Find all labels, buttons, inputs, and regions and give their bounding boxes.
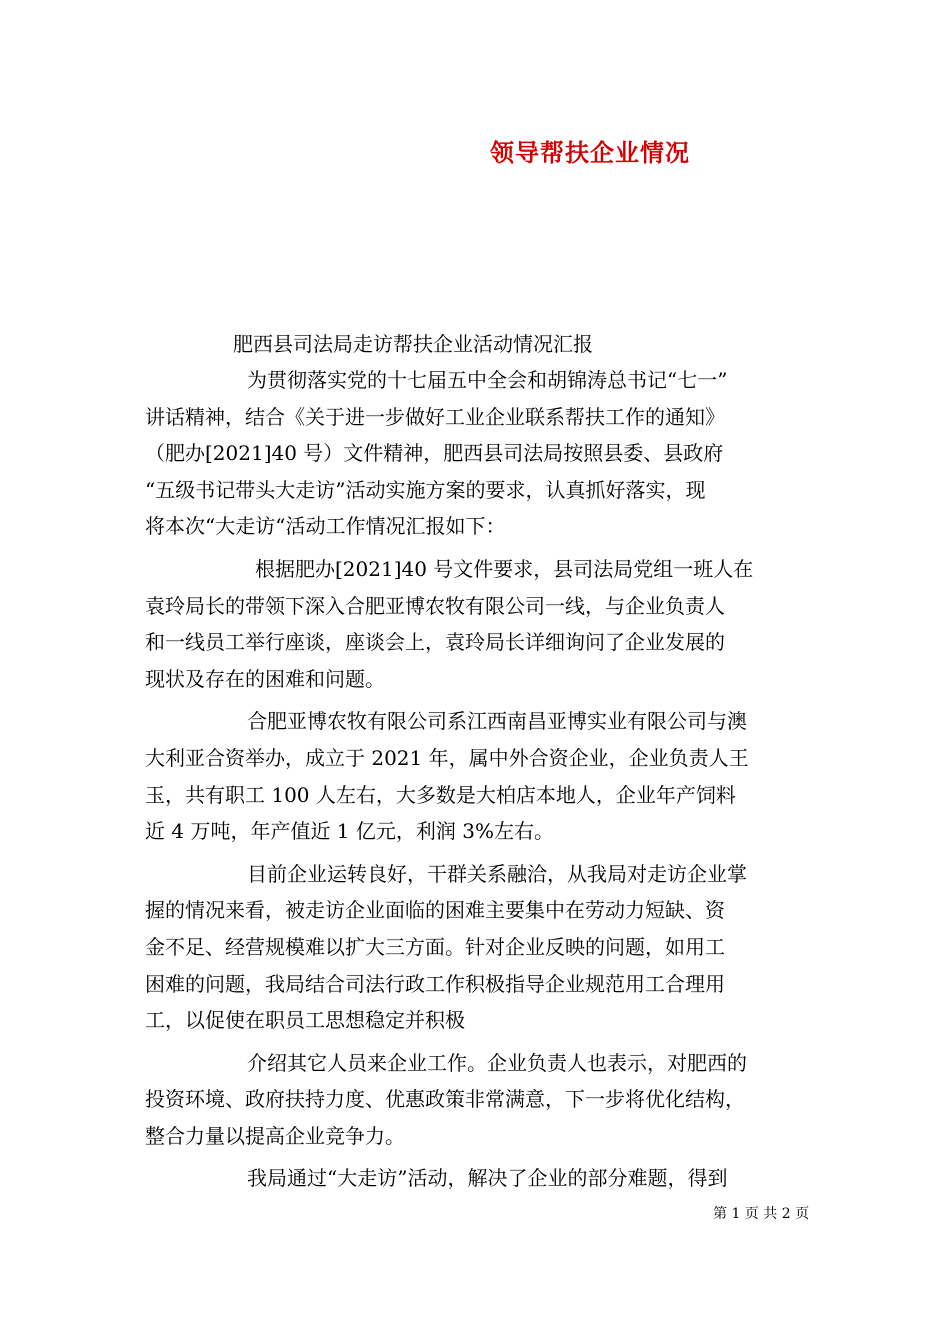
text-line: 大利亚合资举办，成立于 2021 年，属中外合资企业，企业负责人王 [145, 745, 749, 770]
text-line: 玉，共有职工 100 人左右，大多数是大柏店本地人，企业年产饲料 [145, 782, 736, 807]
document-subtitle: 肥西县司法局走访帮扶企业活动情况汇报 [233, 332, 593, 356]
text-line: 根据肥办[2021]40 号文件要求，县司法局党组一班人在 [255, 556, 754, 581]
text-line: 为贯彻落实党的十七届五中全会和胡锦涛总书记“七一” [247, 368, 728, 392]
text-line: 现状及存在的困难和问题。 [145, 666, 385, 691]
text-line: 和一线员工举行座谈，座谈会上，袁玲局长详细询问了企业发展的 [145, 630, 725, 655]
text-line: 握的情况来看，被走访企业面临的困难主要集中在劳动力短缺、资 [145, 898, 725, 923]
paragraph [145, 551, 805, 697]
text-line: 金不足、经营规模难以扩大三方面。针对企业反映的问题，如用工 [145, 934, 725, 959]
paragraph [145, 856, 805, 1039]
text-line: 近 4 万吨，年产值近 1 亿元，利润 3%左右。 [145, 819, 554, 844]
text-line: 讲话精神，结合《关于进一步做好工业企业联系帮扶工作的通知》 [145, 404, 725, 429]
text-line: 工，以促使在职员工思想稳定并积极 [145, 1008, 465, 1033]
page-number: 第 1 页 共 2 页 [713, 1206, 810, 1222]
paragraph [145, 1045, 805, 1155]
text-line: 困难的问题，我局结合司法行政工作积极指导企业规范用工合理用 [145, 971, 725, 996]
text-line: 袁玲局长的带领下深入合肥亚博农牧有限公司一线，与企业负责人 [145, 593, 725, 618]
paragraph [145, 703, 805, 849]
text-line: 合肥亚博农牧有限公司系江西南昌亚博实业有限公司与澳 [247, 709, 747, 734]
paragraph [145, 1160, 805, 1197]
text-line: 介绍其它人员来企业工作。企业负责人也表示，对肥西的 [247, 1050, 747, 1075]
text-line: 目前企业运转良好，干群关系融洽，从我局对走访企业掌 [247, 861, 747, 886]
paragraph [145, 362, 805, 545]
text-line: 将本次“大走访“活动工作情况汇报如下： [145, 514, 506, 539]
text-line: 投资环境、政府扶持力度、优惠政策非常满意，下一步将优化结构， [145, 1087, 745, 1112]
text-line: 我局通过“大走访”活动，解决了企业的部分难题，得到 [247, 1166, 728, 1191]
text-line: “五级书记带头大走访”活动实施方案的要求，认真抓好落实，现 [145, 477, 706, 502]
document-title: 领导帮扶企业情况 [490, 138, 690, 167]
text-line: （肥办[2021]40 号）文件精神，肥西县司法局按照县委、县政府 [145, 441, 724, 466]
text-line: 整合力量以提高企业竞争力。 [145, 1123, 405, 1148]
document-body [145, 362, 805, 1197]
